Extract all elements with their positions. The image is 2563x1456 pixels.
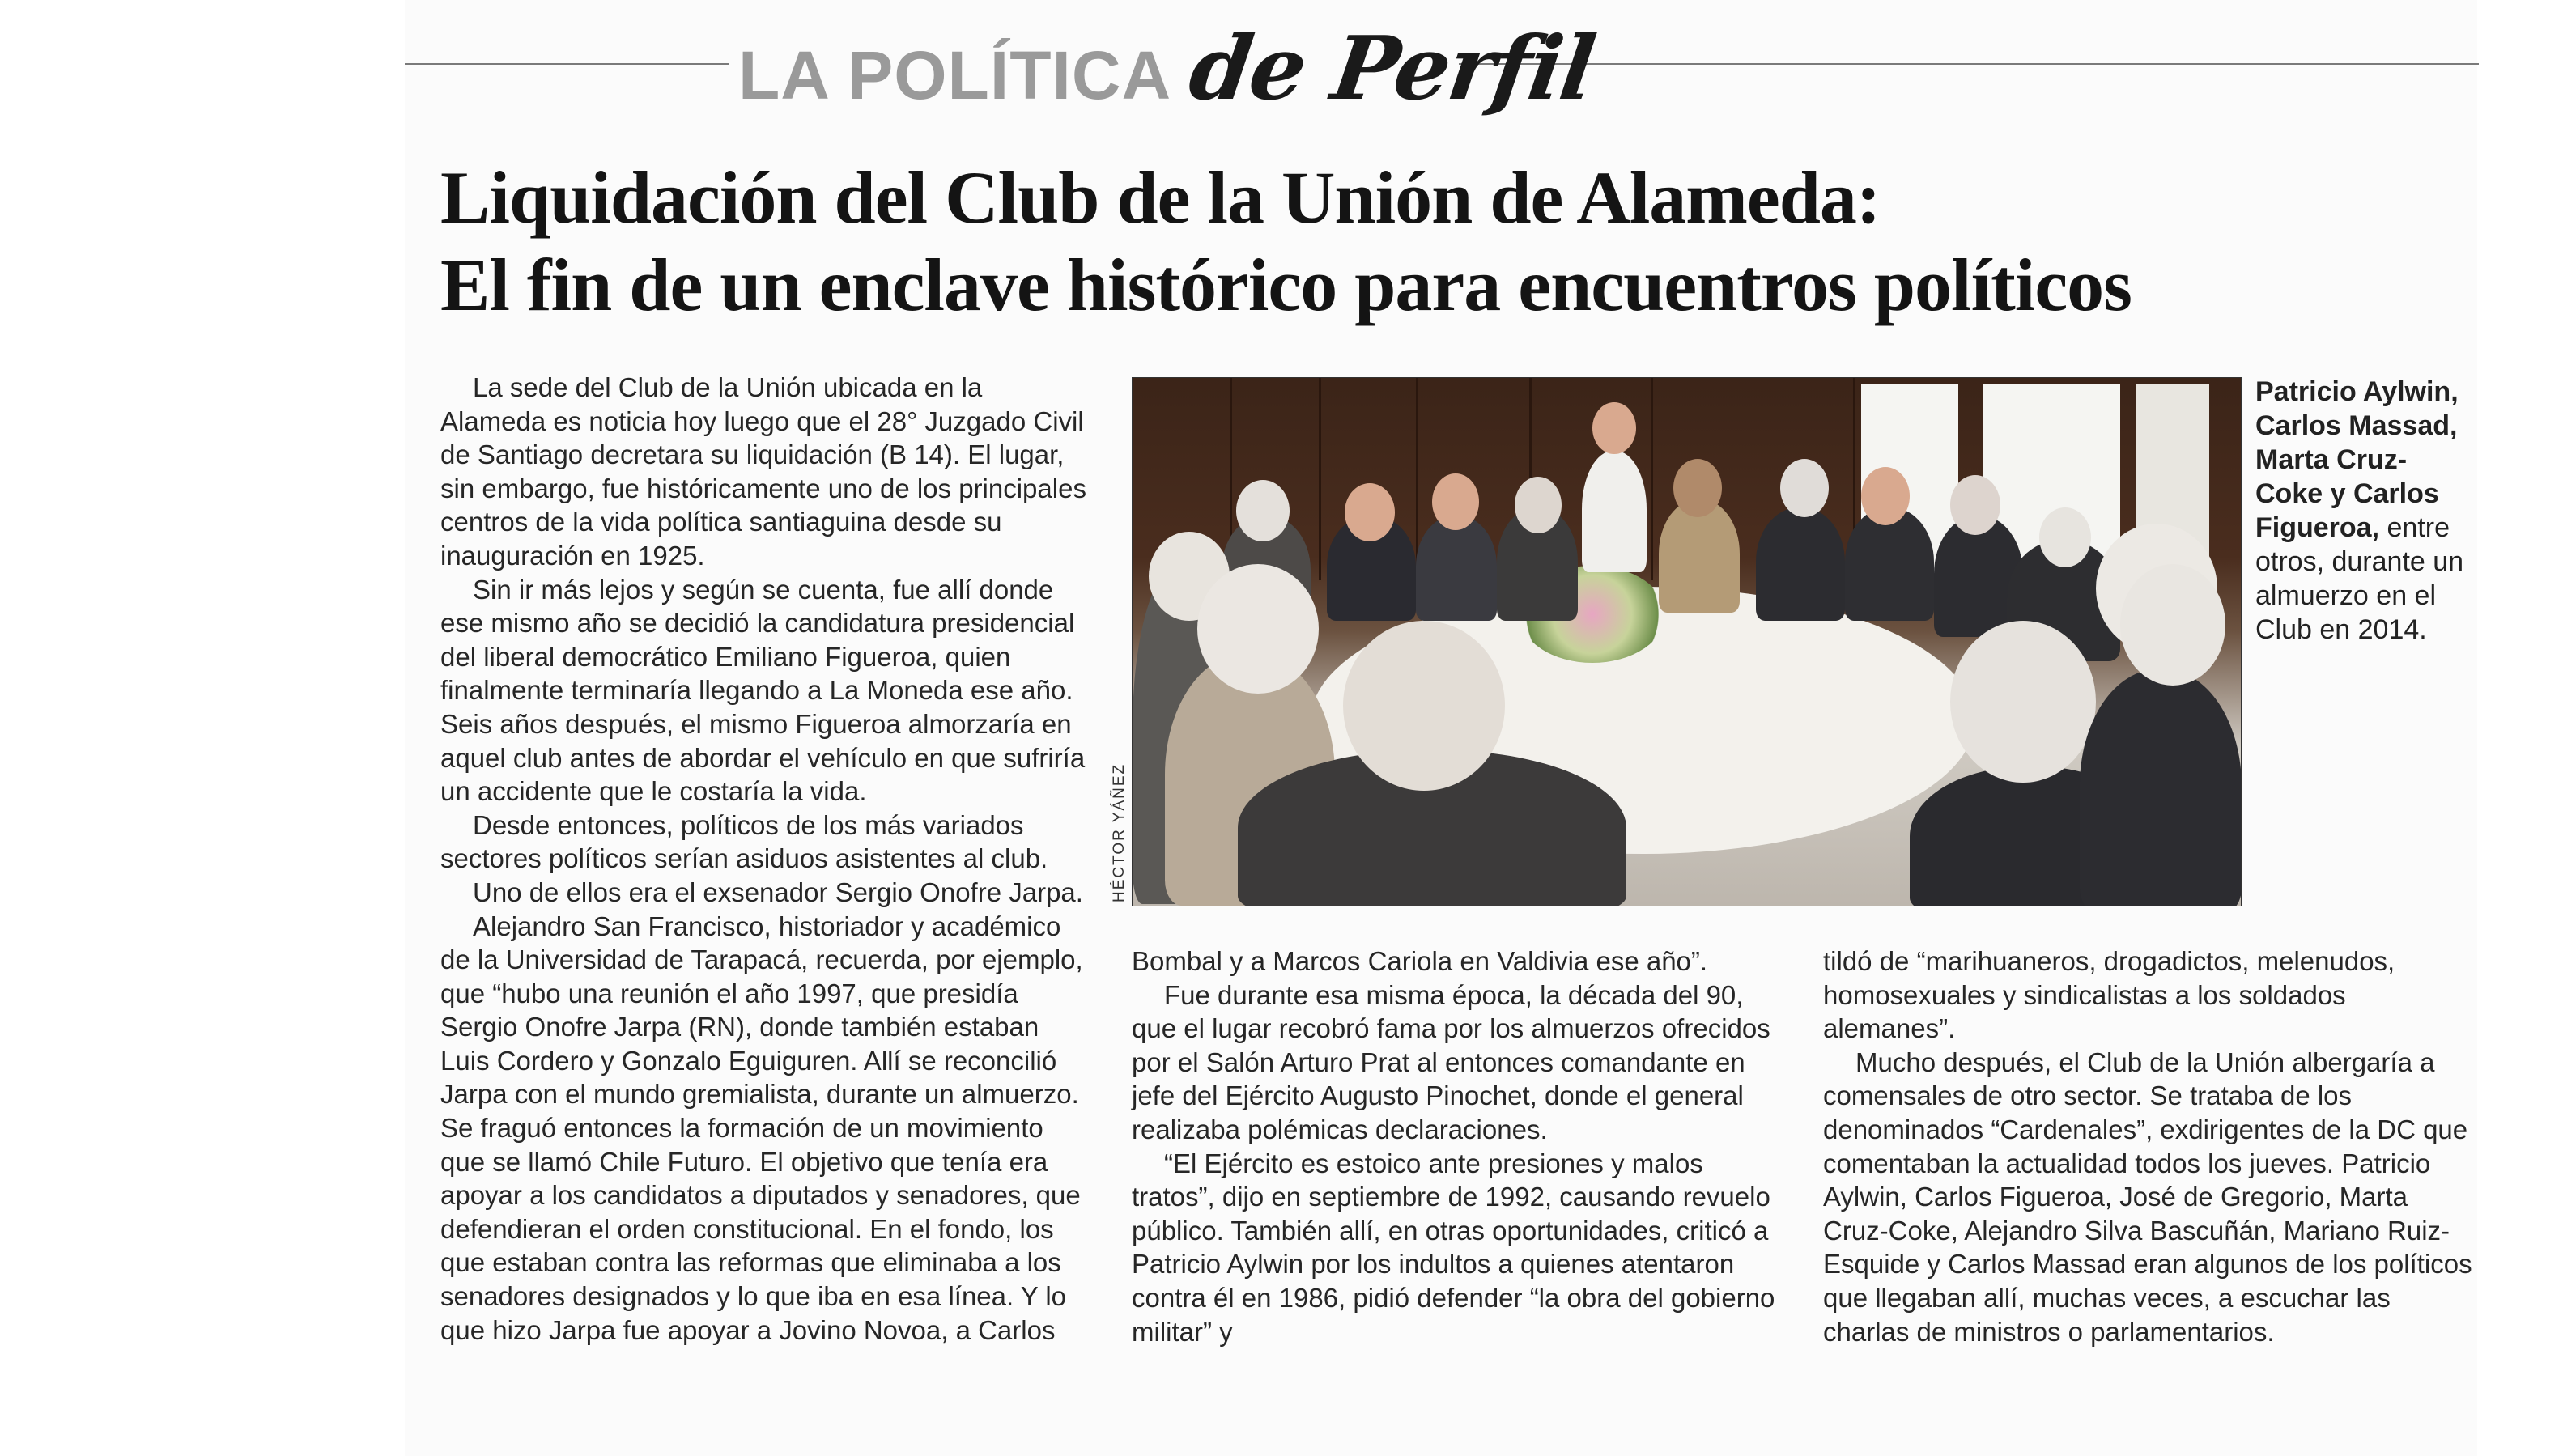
section-rule-right bbox=[1459, 63, 2479, 65]
headline-line-1: Liquidación del Club de la Unión de Alameda: bbox=[440, 156, 1881, 239]
lunch-photo bbox=[1132, 377, 2242, 906]
paragraph: Mucho después, el Club de la Unión albergaría a comensales de otro sector. Se trataba de los denominados “Cardenales”, exdirigentes de la DC que comentaban la actualidad todos los jueves. Patricio Aylwin, Carlos Figueroa, José de Gregorio, Marta Cruz-Coke, Alejandro Silva Bascuñán, Mariano Ruiz-Esquide y Carlos Massad eran algunos de los políticos que llegaban allí, muchas veces, a escuchar las charlas de ministros o parlamentarios. bbox=[1823, 1046, 2472, 1347]
paragraph: Alejandro San Francisco, historiador y académico de la Universidad de Tarapacá, recuerda, por ejemplo, que “hubo una reunión el año 1997, que presidía Sergio Onofre Jarpa (RN), donde también estaban Luis Cordero y Gonzalo Eguiguren. Allí se reconcilió Jarpa con el mundo gremialista, durante un almuerzo. Se fraguó entonces la formación de un movimiento que se llamó Chile Futuro. El objetivo que tenía era apoyar a los candidatos a diputados y senadores, que defendieran el orden constitucional. En el fondo, los que estaban contra las reformas que eliminaba a los senadores designados y lo que iba en esa línea. Y lo que hizo Jarpa fue apoyar a Jovino Novoa, a Carlos bbox=[440, 911, 1083, 1345]
section-title-script: de Perfil bbox=[1184, 18, 1600, 120]
headline-line-2: El fin de un enclave histórico para encuentros políticos bbox=[440, 244, 2132, 326]
paragraph: Sin ir más lejos y según se cuenta, fue allí donde ese mismo año se decidió la candidatura presidencial del liberal democrático Emiliano Figueroa, quien finalmente terminaría llegando a La Moneda ese año. Seis años después, el mismo Figueroa almorzaría en aquel club antes de abordar el vehículo en que sufriría un accidente que le costaría la vida. bbox=[440, 574, 1086, 807]
caption-names: Patricio Aylwin, Carlos Massad, Marta Cruz-Coke y Carlos Figueroa, bbox=[2255, 376, 2459, 543]
headline bbox=[440, 154, 2424, 329]
paragraph: tildó de “marihuaneros, drogadictos, melenudos, homosexuales y sindicalistas a los soldados alemanes”. bbox=[1823, 946, 2395, 1044]
paragraph: Fue durante esa misma época, la década del 90, que el lugar recobró fama por los almuerzos ofrecidos por el Salón Arturo Prat al entonces comandante en jefe del Ejército Augusto Pinochet, donde el general realizaba polémicas declaraciones. bbox=[1132, 979, 1770, 1144]
paragraph: La sede del Club de la Unión ubicada en la Alameda es noticia hoy luego que el 28° Juzgado Civil de Santiago decretara su liquidación (B 14). El lugar, sin embargo, fue históricamente uno de los principales centros de la vida política santiaguina desde su inauguración en 1925. bbox=[440, 372, 1086, 571]
paragraph: Desde entonces, políticos de los más variados sectores políticos serían asiduos asistentes al club. bbox=[440, 809, 1048, 874]
photo-caption bbox=[2255, 375, 2466, 647]
section-rule-left bbox=[405, 63, 729, 65]
article-column-3 bbox=[1823, 944, 2476, 1348]
section-title-main: LA POLÍTICA bbox=[738, 37, 1172, 113]
article-column-2 bbox=[1132, 944, 1784, 1348]
paragraph: “El Ejército es estoico ante presiones y malos tratos”, dijo en septiembre de 1992, causando revuelo público. También allí, en otras oportunidades, criticó a Patricio Aylwin por los indultos a quienes atentaron contra él en 1986, pidió defender “la obra del gobierno militar” y bbox=[1132, 1148, 1775, 1347]
paragraph: Uno de ellos era el exsenador Sergio Onofre Jarpa. bbox=[473, 877, 1083, 907]
section-header bbox=[738, 18, 1600, 120]
photo-credit: HÉCTOR YÁÑEZ bbox=[1111, 762, 1128, 902]
article-column-1 bbox=[440, 371, 1093, 1347]
caption-text: entre otros, durante un almuerzo en el Club en 2014. bbox=[2255, 512, 2464, 645]
paragraph: Bombal y a Marcos Cariola en Valdivia ese año”. bbox=[1132, 946, 1708, 976]
